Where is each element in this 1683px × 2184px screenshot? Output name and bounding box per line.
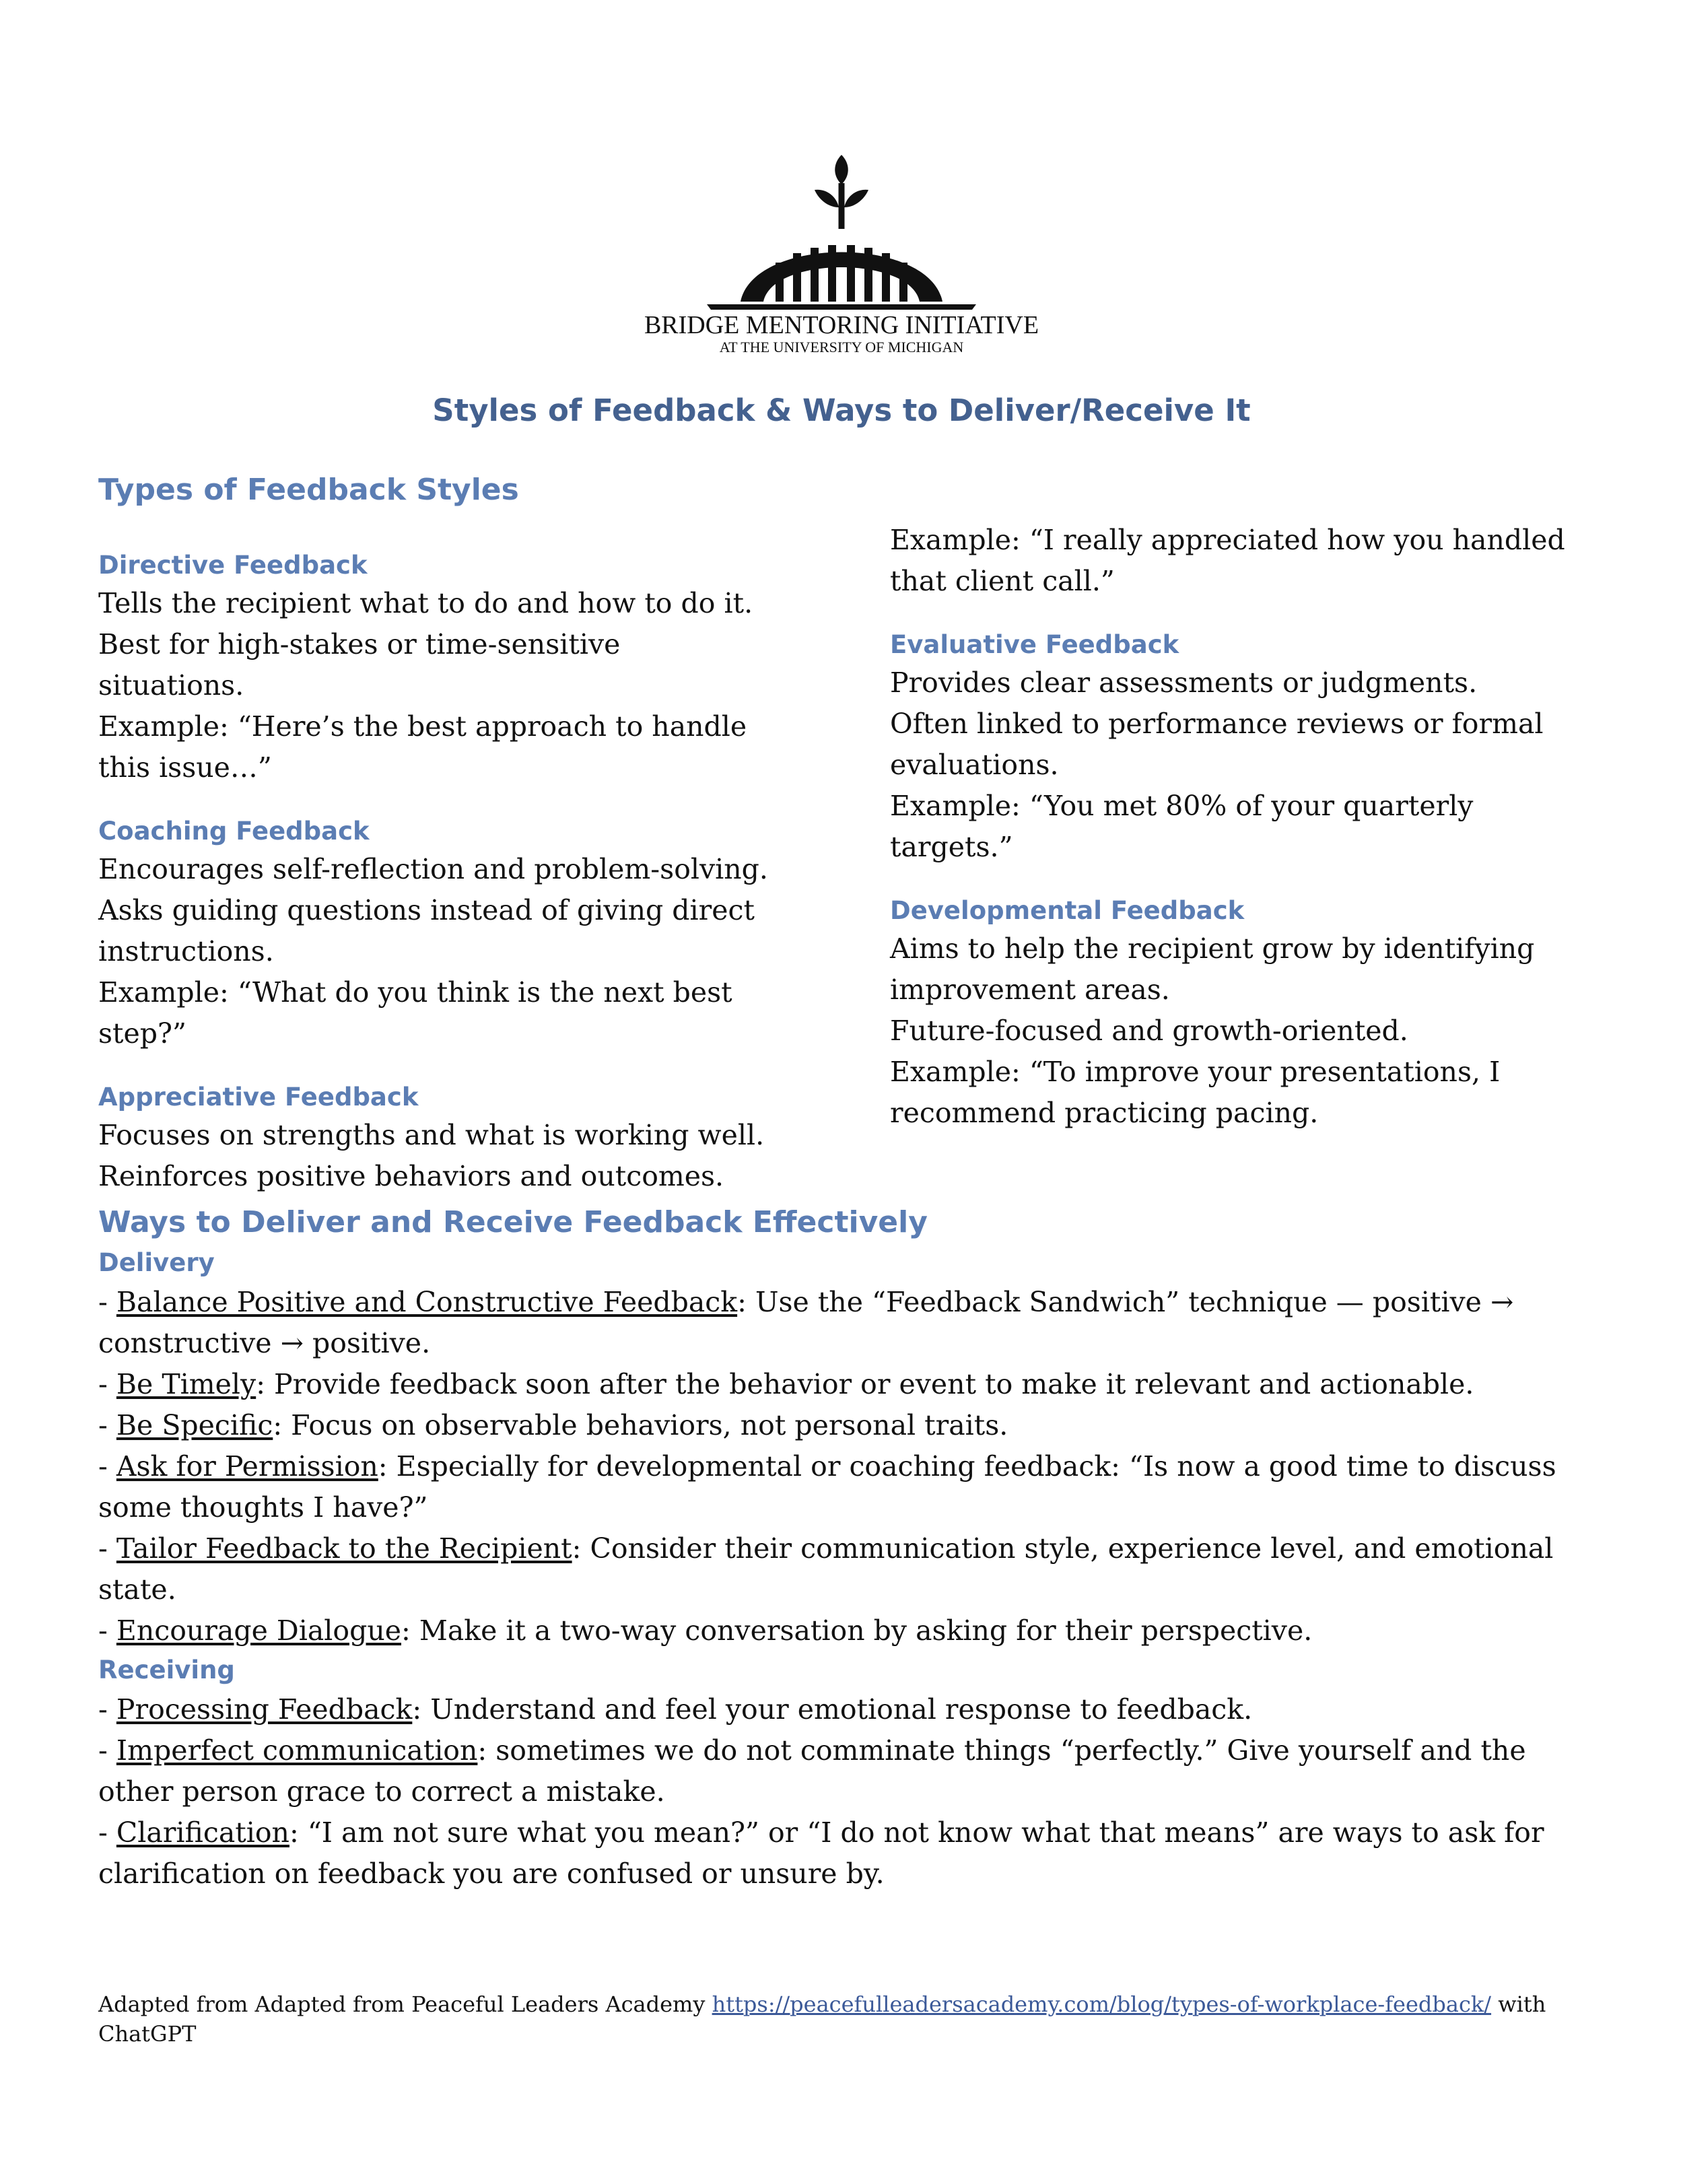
- list-item: - Be Timely: Provide feedback soon after the behavior or event to make it relevant and actionable.: [98, 1368, 1474, 1400]
- section-heading: Appreciative Feedback: [98, 1083, 419, 1112]
- text-line: Aims to help the recipient grow by identifying improvement areas.: [890, 932, 1535, 1006]
- source-link[interactable]: https://peacefulleadersacademy.com/blog/types-of-workplace-feedback/: [712, 1991, 1492, 2017]
- bridge-sprout-icon: [700, 155, 983, 310]
- text-line: Focuses on strengths and what is working well.: [98, 1119, 765, 1151]
- list-item-term: Be Timely: [116, 1368, 256, 1400]
- text-line: Encourages self-reflection and problem-solving.: [98, 853, 768, 885]
- text-line: Example: “I really appreciated how you handled that client call.”: [890, 524, 1565, 597]
- types-heading: Types of Feedback Styles: [98, 473, 519, 507]
- text-line: Reinforces positive behaviors and outcomes.: [98, 1160, 724, 1192]
- bridge-mentoring-logo: [633, 155, 1050, 377]
- text-line: Provides clear assessments or judgments.: [890, 667, 1478, 699]
- list-item: - Encourage Dialogue: Make it a two-way conversation by asking for their perspective.: [98, 1614, 1313, 1647]
- list-item: - Be Specific: Focus on observable behaviors, not personal traits.: [98, 1409, 1008, 1441]
- list-item-term: Balance Positive and Constructive Feedback: [116, 1286, 738, 1318]
- list-item-text: : Make it a two-way conversation by asking for their perspective.: [401, 1614, 1313, 1647]
- left-column: [98, 548, 771, 1197]
- list-item-text: : sometimes we do not comminate things “perfectly.” Give yourself and the other person grace to correct a mistake.: [98, 1734, 1526, 1808]
- text-line: Tells the recipient what to do and how to do it.: [98, 587, 753, 619]
- list-item-term: Processing Feedback: [116, 1693, 413, 1726]
- list-item: - Clarification: “I am not sure what you mean?” or “I do not know what that means” are ways to ask for clarification on feedback you are confused or unsure by.: [98, 1816, 1544, 1890]
- ways-heading: Ways to Deliver and Receive Feedback Effectively: [98, 1205, 928, 1239]
- list-item-term: Imperfect communication: [116, 1734, 478, 1767]
- list-item: - Balance Positive and Constructive Feedback: Use the “Feedback Sandwich” technique — positive → constructive → positive.: [98, 1286, 1514, 1359]
- list-item-text: : “I am not sure what you mean?” or “I do not know what that means” are ways to ask for clarification on feedback you are confused or unsure by.: [98, 1816, 1544, 1890]
- list-item-term: Encourage Dialogue: [116, 1614, 402, 1647]
- list-item: - Ask for Permission: Especially for developmental or coaching feedback: “Is now a good time to discuss some thoughts I have?”: [98, 1450, 1556, 1524]
- text-line: Often linked to performance reviews or formal evaluations.: [890, 708, 1544, 781]
- section-heading: Evaluative Feedback: [890, 630, 1179, 659]
- section-heading: Developmental Feedback: [890, 896, 1245, 925]
- list-item-text: : Provide feedback soon after the behavior or event to make it relevant and actionable.: [256, 1368, 1474, 1400]
- list-item-text: : Focus on observable behaviors, not personal traits.: [273, 1409, 1008, 1441]
- ways-section: [98, 1201, 1600, 1895]
- list-item-text: : Consider their communication style, experience level, and emotional state.: [98, 1532, 1554, 1606]
- section-heading: Directive Feedback: [98, 551, 368, 580]
- list-item-term: Clarification: [116, 1816, 289, 1849]
- page-title: Styles of Feedback & Ways to Deliver/Receive It: [432, 393, 1251, 428]
- list-item-text: : Use the “Feedback Sandwich” technique — positive → constructive → positive.: [98, 1286, 1514, 1359]
- list-item: - Imperfect communication: sometimes we do not comminate things “perfectly.” Give yourself and the other person grace to correct a mistake.: [98, 1734, 1526, 1808]
- receiving-heading: Receiving: [98, 1656, 235, 1684]
- delivery-heading: Delivery: [98, 1248, 215, 1277]
- logo-subtitle: AT THE UNIVERSITY OF MICHIGAN: [719, 339, 964, 355]
- list-item-term: Be Specific: [116, 1409, 273, 1441]
- list-item-text: : Especially for developmental or coaching feedback: “Is now a good time to discuss some thoughts I have?”: [98, 1450, 1556, 1524]
- list-item-term: Ask for Permission: [116, 1450, 378, 1482]
- text-line: Example: “What do you think is the next best step?”: [98, 976, 732, 1050]
- footer-prefix: Adapted from Adapted from Peaceful Leaders Academy: [98, 1991, 712, 2017]
- footer-suffix: with ChatGPT: [98, 1991, 1546, 2047]
- text-line: Asks guiding questions instead of giving direct instructions.: [98, 894, 755, 967]
- list-item: - Tailor Feedback to the Recipient: Consider their communication style, experience level, and emotional state.: [98, 1532, 1554, 1606]
- list-item: - Processing Feedback: Understand and feel your emotional response to feedback.: [98, 1693, 1253, 1726]
- text-line: Best for high-stakes or time-sensitive situations.: [98, 628, 621, 702]
- text-line: Example: “You met 80% of your quarterly targets.”: [890, 790, 1474, 863]
- list-item-term: Tailor Feedback to the Recipient: [116, 1532, 572, 1565]
- section-heading: Coaching Feedback: [98, 817, 370, 846]
- right-column: [890, 520, 1604, 1134]
- logo-name: BRIDGE MENTORING INITIATIVE: [644, 311, 1039, 339]
- footer-attribution: [98, 1989, 1600, 2049]
- text-line: Example: “To improve your presentations, I recommend practicing pacing.: [890, 1056, 1501, 1129]
- text-line: Example: “Here’s the best approach to handle this issue…”: [98, 710, 747, 784]
- text-line: Future-focused and growth-oriented.: [890, 1015, 1408, 1047]
- list-item-text: : Understand and feel your emotional response to feedback.: [412, 1693, 1253, 1726]
